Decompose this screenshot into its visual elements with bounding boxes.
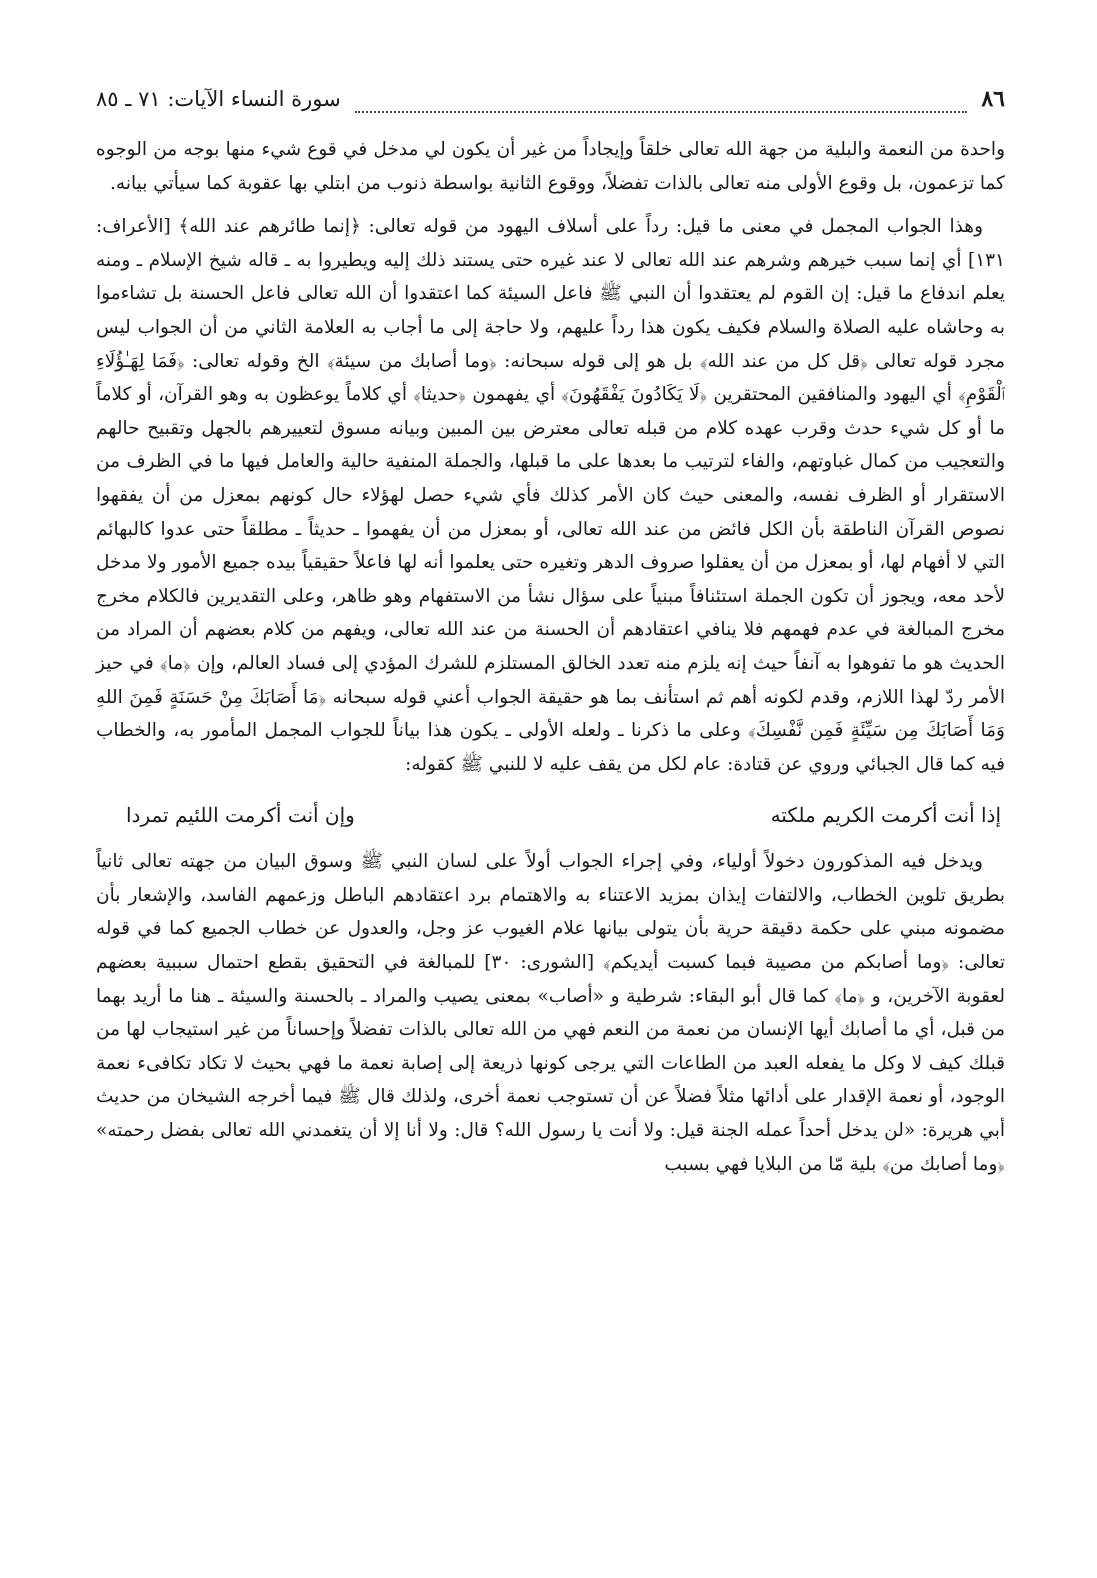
header-dot-leader xyxy=(355,99,968,113)
paragraph-1: واحدة من النعمة والبلية من جهة الله تعالى خلقاً وإيجاداً من غير أن يكون لي مدخل في قوع شيء منها بوجه من الوجوه كما تزعمون، بل وقوع الأولى منه تعالى بالذات تفضلاً، ووقوع الثانية بواسطة ذنوب من ابتلي بها عقوبة كما سيأتي بيانه. xyxy=(96,139,1005,194)
poem-second-hemistich: وإن أنت أكرمت اللئيم تمردا xyxy=(126,803,355,828)
document-page xyxy=(96,86,1005,1554)
page-header xyxy=(96,86,1005,127)
poem-first-hemistich: إذا أنت أكرمت الكريم ملكته xyxy=(770,803,1001,828)
body-text xyxy=(96,133,1005,1181)
page-number: ٨٦ xyxy=(981,86,1005,112)
running-title: سورة النساء الآيات: ٧١ ـ ٨٥ xyxy=(96,87,341,111)
paragraph-3: ويدخل فيه المذكورون دخولاً أولياء، وفي إجراء الجواب أولاً على لسان النبي ﷺ وسوق البيان من جهته تعالى ثانياً بطريق تلوين الخطاب، والالتفات إيذان بمزيد الاعتناء به والاهتمام برد اعتقادهم الباطل وزعمهم الفاسد، والإشعار بأن مضمونه مبني على حكمة دقيقة حرية بأن يتولى بيانها علام الغيوب عز وجل، والعدول عن خطاب الجميع كما في قوله تعالى: ﴿وما أصابكم من مصيبة فبما كسبت أيديكم﴾ [الشورى: ٣٠] للمبالغة في التحقيق بقطع احتمال سببية بعضهم لعقوبة الآخرين، و ﴿ما﴾ كما قال أبو البقاء: شرطية و «أصاب» بمعنى يصيب والمراد ـ بالحسنة والسيئة ـ هنا ما أريد بهما من قبل، أي ما أصابك أيها الإنسان من نعمة من النعم فهي من الله تعالى بالذات تفضلاً وإحساناً من غير استيجاب لها من قبلك كيف لا وكل ما يفعله العبد من الطاعات التي يرجى كونها ذريعة إلى إصابة نعمة ما فهي بحيث لا تكاد تكافىء نعمة الوجود، أو نعمة الإقدار على أدائها مثلاً فضلاً عن أن تستوجب نعمة أخرى، ولذلك قال ﷺ فيما أخرجه الشيخان من حديث أبي هريرة: «لن يدخل أحداً عمله الجنة قيل: ولا أنت يا رسول الله؟ قال: ولا أنا إلا أن يتغمدني الله تعالى بفضل رحمته» ﴿وما أصابك من﴾ بلية مّا من البلايا فهي بسبب xyxy=(96,851,1005,1175)
paragraph-2: وهذا الجواب المجمل في معنى ما قيل: رداً على أسلاف اليهود من قوله تعالى: ﴿إنما طائرهم عند الله﴾ [الأعراف: ١٣١] أي إنما سبب خيرهم وشرهم عند الله تعالى لا عند غيره حتى يستند ذلك إليه ويطيروا به ـ قاله شيخ الإسلام ـ ومنه يعلم اندفاع ما قيل: إن القوم لم يعتقدوا أن النبي ﷺ فاعل السيئة كما اعتقدوا أن الله تعالى فاعل الحسنة بل تشاءموا به وحاشاه عليه الصلاة والسلام فكيف يكون هذا رداً عليهم، ولا حاجة إلى ما أجاب به العلامة الثاني من أن الجواب ليس مجرد قوله تعالى ﴿قل كل من عند الله﴾ بل هو إلى قوله سبحانه: ﴿وما أصابك من سيئة﴾ الخ وقوله تعالى: ﴿فَمَا لِهَـٰؤُلَاءِ ٱلْقَوْمِ﴾ أي اليهود والمنافقين المحتقرين ﴿لَا يَكَادُونَ يَفْقَهُونَ﴾ أي يفهمون ﴿حديثا﴾ أي كلاماً يوعظون به وهو القرآن، أو كلاماً ما أو كل شيء حدث وقرب عهده كلام من قبله تعالى معترض بين المبين وبيانه مسوق لتعييرهم بالجهل وتقبيح حالهم والتعجيب من كمال غباوتهم، والفاء لترتيب ما بعدها على ما قبلها، والجملة المنفية حالية والعامل فيها ما في الظرف من الاستقرار أو الظرف نفسه، والمعنى حيث كان الأمر كذلك فأي شيء حصل لهؤلاء حال كونهم بمعزل من أن يفقهوا نصوص القرآن الناطقة بأن الكل فائض من عند الله تعالى، أو بمعزل من أن يفهموا ـ حديثاً ـ مطلقاً حتى عدوا كالبهائم التي لا أفهام لها، أو بمعزل من أن يعقلوا صروف الدهر وتغيره حتى يعلموا أنه لها فاعلاً حقيقياً بيده جميع الأمور ولا مدخل لأحد معه، ويجوز أن تكون الجملة استئنافاً مبنياً على سؤال نشأ من الاستفهام وهو ظاهر، وعلى التقديرين فالكلام مخرج مخرج المبالغة في عدم فهمهم فلا ينافي اعتقادهم أن الحسنة من عند الله تعالى، ويفهم من كلام بعضهم أن المراد من الحديث هو ما تفوهوا به آنفاً حيث إنه يلزم منه تعدد الخالق المستلزم للشرك المؤدي إلى فساد العالم، وإن ﴿ما﴾ في حيز الأمر ردّ لهذا اللازم، وقدم لكونه أهم ثم استأنف بما هو حقيقة الجواب أعني قوله سبحانه ﴿مَا أَصَابَكَ مِنْ حَسَنَةٍ فَمِنَ اللهِ وَمَا أَصَابَكَ مِن سَيِّئَةٍ فَمِن نَّفْسِكَ﴾ وعلى ما ذكرنا ـ ولعله الأولى ـ يكون هذا بياناً للجواب المجمل المأمور به، والخطاب فيه كما قال الجبائي وروي عن قتادة: عام لكل من يقف عليه لا للنبي ﷺ كقوله: xyxy=(96,216,1005,775)
poem-verse xyxy=(96,797,1005,833)
